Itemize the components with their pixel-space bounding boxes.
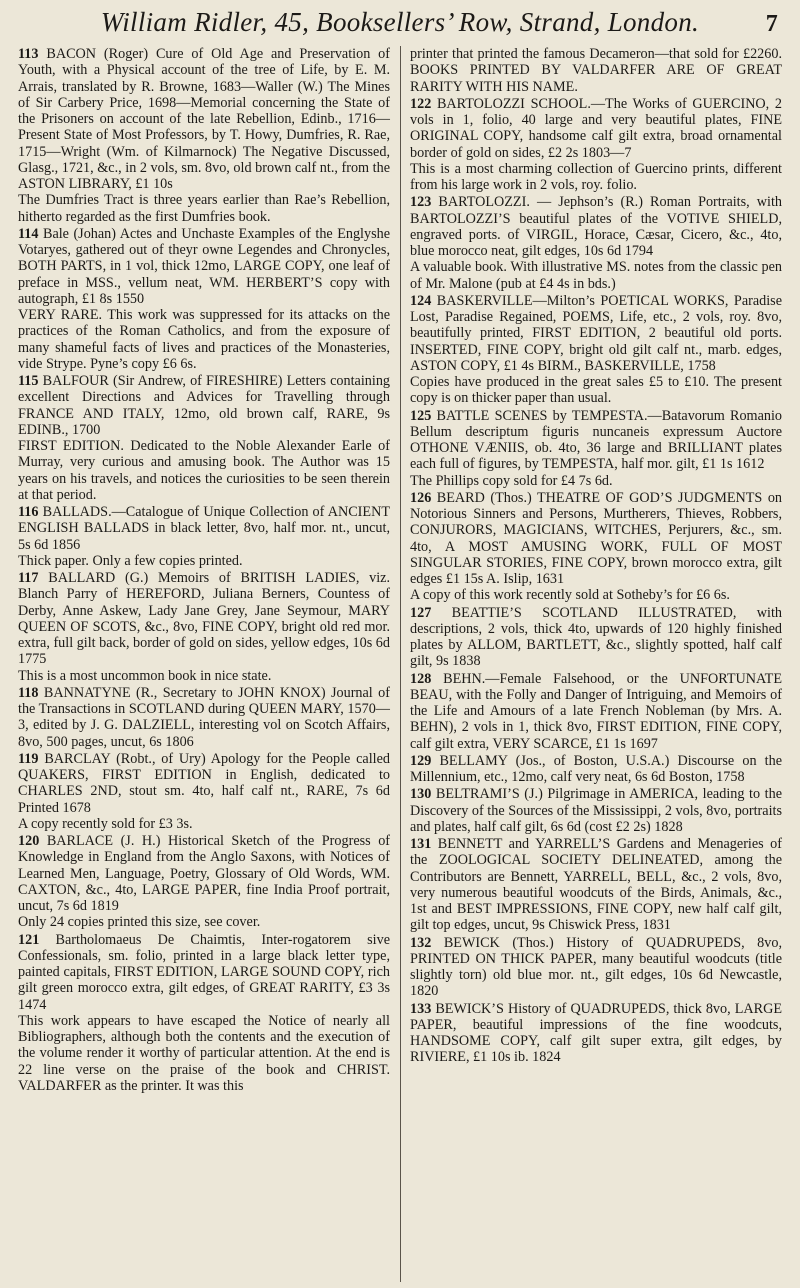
catalogue-entry xyxy=(410,194,782,292)
entry-text: BARTOLOZZI. — Jephson’s (R.) Roman Portraits, with BARTOLOZZI’S beautiful plates of the VOTIVE SHIELD, engraved ports. of VIRGIL, Horace, Cæsar, Cicero, &c., 4to, blue morocco neat, gilt edges, 10s 6d 1794 xyxy=(410,194,783,259)
entry-text: BEWICK’S History of QUADRUPEDS, thick 8vo, LARGE PAPER, beautiful impressions of the fine woodcuts, HANDSOME COPY, calf gilt super extra, gilt edges, by RIVIERE, £1 10s ib. 1824 xyxy=(410,1000,783,1066)
catalogue-entry xyxy=(410,46,782,95)
catalogue-entry xyxy=(18,46,390,225)
entry-number: 124 xyxy=(410,292,432,309)
catalogue-entry xyxy=(18,504,390,569)
entry-text: BEHN.—Female Falsehood, or the UNFORTUNATE BEAU, with the Folly and Danger of Intriguing, and Memoirs of the Life and Amours of a late French Nobleman (by Mrs. A. BEHN), 2 vols in 1, thick 8vo, FIRST EDITION, FINE COPY, calf gilt extra, VERY SCARCE, £1 1s 1697 xyxy=(410,670,782,752)
entry-note: A valuable book. With illustrative MS. notes from the classic pen of Mr. Malone (pub at £4 4s in bds.) xyxy=(410,259,782,292)
catalogue-entry xyxy=(410,786,782,835)
entry-text: BANNATYNE (R., Secretary to JOHN KNOX) Journal of the Transactions in SCOTLAND during QUEEN MARY, 1570—3, edited by J. G. DALZIELL, interesting vol on Scotch Affairs, 8vo, 500 pages, uncut, 6s 1806 xyxy=(18,684,390,750)
entry-note: Only 24 copies printed this size, see cover. xyxy=(18,914,261,931)
entry-note: This is a most charming collection of Guercino prints, different from his large work in 2 vols, roy. folio. xyxy=(410,160,782,193)
entry-note: A copy recently sold for £3 3s. xyxy=(18,815,193,832)
entry-text: BENNETT and YARRELL’S Gardens and Menageries of the ZOOLOGICAL SOCIETY DELINEATED, among the Contributors are Bennett, YARRELL, BELL, &c., 2 vols, 8vo, very numerous beautiful woodcuts of the Birds, Animals, &c., 1st and BEST IMPRESSIONS, FINE COPY, new half calf gilt, gilt top edges, uncut, 9s Chiswick Press, 1831 xyxy=(410,836,782,934)
entry-number: 115 xyxy=(18,373,39,389)
entry-number: 120 xyxy=(18,833,40,849)
entry-note: The Dumfries Tract is three years earlier than Rae’s Rebellion, hitherto regarded as the first Dumfries book. xyxy=(18,192,390,225)
entry-text: BASKERVILLE—Milton’s POETICAL WORKS, Paradise Lost, Paradise Regained, POEMS, Life, etc., 2 vols, roy. 8vo, beautifully printed, FIRST EDITION, 2 beautiful old ports. INSERTED, FINE COPY, bright old gilt calf nt., marb. edges, ASTON COPY, £1 4s BIRM., BASKERVILLE, 1758 xyxy=(410,292,782,374)
entry-number: 118 xyxy=(18,684,39,701)
page-number: 7 xyxy=(765,11,778,37)
catalogue-entry xyxy=(410,408,782,489)
left-column xyxy=(18,46,390,1095)
entry-number: 123 xyxy=(410,194,432,211)
catalogue-entry xyxy=(410,96,782,194)
entry-note: Thick paper. Only a few copies printed. xyxy=(18,552,243,569)
entry-text: BEARD (Thos.) THEATRE OF GOD’S JUDGMENTS on Notorious Sinners and Persons, Murtherers, Thieves, Robbers, CONJURORS, MAGICIANS, WITCHES, Perjurers, &c., sm. 4to, A MOST AMUSING WORK, FULL OF MOST SINGULAR STORIES, FINE COPY, brown morocco extra, gilt edges £1 15s A. Islip, 1631 xyxy=(410,489,783,587)
catalogue-entry xyxy=(410,836,782,934)
entry-text: Bale (Johan) Actes and Unchaste Examples of the Englyshe Votaryes, gathered out of theyr owne Legendes and Chronycles, BOTH PARTS, in 1 vol, thick 12mo, LARGE COPY, one leaf of preface in MSS., vellum neat, WM. HERBERT’S copy with autograph, £1 8s 1550 xyxy=(18,225,390,307)
catalogue-entry xyxy=(410,605,782,670)
entry-text: BARCLAY (Robt., of Ury) Apology for the People called QUAKERS, FIRST EDITION in English, dedicated to CHARLES 2ND, stout sm. 4to, half calf nt., RARE, 7s 6d Printed 1678 xyxy=(18,750,390,816)
entry-text: BALFOUR (Sir Andrew, of FIRESHIRE) Letters containing excellent Directions and Advices for Travelling through FRANCE AND ITALY, 12mo, old brown calf, RARE, 9s EDINB., 1700 xyxy=(18,373,391,438)
entry-number: 127 xyxy=(410,604,432,621)
catalogue-entry xyxy=(18,833,390,931)
entry-number: 132 xyxy=(410,934,432,951)
column-rule xyxy=(400,46,401,1282)
catalogue-entry xyxy=(410,1001,782,1066)
catalogue-entry xyxy=(410,671,782,752)
entry-note: The Phillips copy sold for £4 7s 6d. xyxy=(410,472,613,489)
header-title: William Ridler, 45, Booksellers’ Row, Strand, London. xyxy=(100,7,700,37)
entry-number: 121 xyxy=(18,931,40,948)
entry-number: 122 xyxy=(410,95,432,112)
entry-note: FIRST EDITION. Dedicated to the Noble Alexander Earle of Murray, very curious and amusing book. The Author was 15 years on his travels, and notices the curiosities to be seen therein at that period. xyxy=(18,438,390,503)
catalogue-entry xyxy=(18,751,390,832)
entry-text: BARLACE (J. H.) Historical Sketch of the Progress of Knowledge in England from the Anglo Saxons, with Notices of Learned Men, Language, Poetry, Glossary of Old Words, WM. CAXTON, &c., 4to, LARGE PAPER, fine India Proof portrait, uncut, 7s 6d 1819 xyxy=(18,833,391,914)
entry-note: Copies have produced in the great sales £5 to £10. The present copy is on thicker paper than usual. xyxy=(410,374,782,407)
columns xyxy=(18,46,782,1095)
catalogue-entry xyxy=(18,685,390,750)
catalogue-entry xyxy=(410,753,782,786)
catalogue-entry xyxy=(18,373,390,503)
catalogue-entry xyxy=(18,226,390,372)
entry-note: VERY RARE. This work was suppressed for its attacks on the practices of the Roman Catholics, and from the exposure of many shameful facts of lives and practices of the Monasteries, vide Strype. Pyne’s copy £6 6s. xyxy=(18,307,390,372)
entry-number: 114 xyxy=(18,225,39,242)
entry-text: BACON (Roger) Cure of Old Age and Preservation of Youth, with a Physical account of the tree of Life, by E. M. Arrais, translated by R. Browne, 1683—Waller (W.) The Mines of Sir Carbery Price, 1698—Memorial concerning the State of the Prisoners on account of the late Rebellion, Edinb., 1716—Present State of Most Professors, by T. Howy, Dumfries, R. Rae, 1715—Wright (Wm. of Kilmarnock) The Negative Discussed, Glasg., 1721, &c., in 2 vols, sm. 8vo, old brown calf nt., from the ASTON LIBRARY, £1 10s xyxy=(18,46,390,192)
entry-text: BALLARD (G.) Memoirs of BRITISH LADIES, viz. Blanch Parry of HEREFORD, Juliana Berners, Countess of Derby, Anne Askew, Lady Jane Grey, Jane Seymour, MARY QUEEN OF SCOTS, &c., 8vo, FINE COPY, bright old red mor. extra, full gilt back, border of gold on sides, yellow edges, 10s 6d 1775 xyxy=(18,570,391,668)
entry-text: BELTRAMI’S (J.) Pilgrimage in AMERICA, leading to the Discovery of the Sources of the Mississippi, 2 vols, 8vo, portraits and plates, half calf gilt, 6s 6d (cost £2 2s) 1828 xyxy=(410,786,783,835)
entry-number: 128 xyxy=(410,670,432,687)
entry-text: Bartholomaeus De Chaimtis, Inter-rogatorem sive Confessionals, sm. folio, printed in a large black letter type, painted capitals, FIRST EDITION, LARGE SOUND COPY, rich gilt green morocco extra, gilt edges, of GREAT RARITY, £3 3s 1474 xyxy=(18,931,391,1013)
catalogue-entry xyxy=(410,935,782,1000)
entry-number: 113 xyxy=(18,46,39,62)
catalogue-entry xyxy=(410,293,782,407)
entry-number: 130 xyxy=(410,786,432,803)
entry-text: BALLADS.—Catalogue of Unique Collection of ANCIENT ENGLISH BALLADS in black letter, 8vo, half mor. nt., uncut, 5s 6d 1856 xyxy=(18,504,390,553)
entry-number: 119 xyxy=(18,750,39,767)
entry-text: printer that printed the famous Decameron—that sold for £2260. BOOKS PRINTED BY VALDARFER ARE OF GREAT RARITY WITH HIS NAME. xyxy=(410,46,782,95)
entry-note: This work appears to have escaped the Notice of nearly all Bibliographers, although both the contents and the execution of the volume render it worthy of particular attention. At the end is 22 line verse on the praise of the book and CHRIST. VALDARFER as the printer. It was this xyxy=(18,1012,390,1094)
catalogue-entry xyxy=(410,490,782,604)
entry-note: A copy of this work recently sold at Sotheby’s for £6 6s. xyxy=(410,587,730,604)
entry-text: BATTLE SCENES by TEMPESTA.—Batavorum Romanio Bellum descriptum figuris nuncaneis expressum Auctore OTHONE VÆNIIS, ob. 4to, 36 large and BRILLIANT plates each full of figures, by TEMPESTA, half mor. gilt, £1 1s 1612 xyxy=(410,407,782,473)
entry-text: BEATTIE’S SCOTLAND ILLUSTRATED, with descriptions, 2 vols, thick 4to, upwards of 120 highly finished plates by ALLOM, BARTLETT, &c., slightly spotted, half calf gilt, 9s 1838 xyxy=(410,604,782,670)
catalogue-entry xyxy=(18,570,390,684)
entry-number: 129 xyxy=(410,752,432,769)
entry-number: 116 xyxy=(18,504,39,520)
entry-number: 126 xyxy=(410,489,432,506)
entry-note: This is a most uncommon book in nice state. xyxy=(18,667,272,684)
entry-text: BEWICK (Thos.) History of QUADRUPEDS, 8vo, PRINTED ON THICK PAPER, many beautiful woodcuts (title slightly torn) old blue mor. nt., gilt edges, 10s 6d Newcastle, 1820 xyxy=(410,934,783,1000)
entry-text: BARTOLOZZI SCHOOL.—The Works of GUERCINO, 2 vols in 1, folio, 40 large and very beautiful plates, FINE ORIGINAL COPY, handsome calf gilt extra, broad ornamental border of gold on sides, £2 2s 1803—7 xyxy=(410,95,782,161)
entry-number: 133 xyxy=(410,1000,432,1017)
entry-text: BELLAMY (Jos., of Boston, U.S.A.) Discourse on the Millennium, etc., 12mo, calf very neat, 6s 6d Boston, 1758 xyxy=(410,752,783,785)
entry-number: 125 xyxy=(410,407,432,424)
catalogue-entry xyxy=(18,932,390,1095)
entry-number: 131 xyxy=(410,836,432,852)
entry-number: 117 xyxy=(18,570,39,586)
right-column xyxy=(410,46,782,1095)
running-header xyxy=(18,0,782,46)
